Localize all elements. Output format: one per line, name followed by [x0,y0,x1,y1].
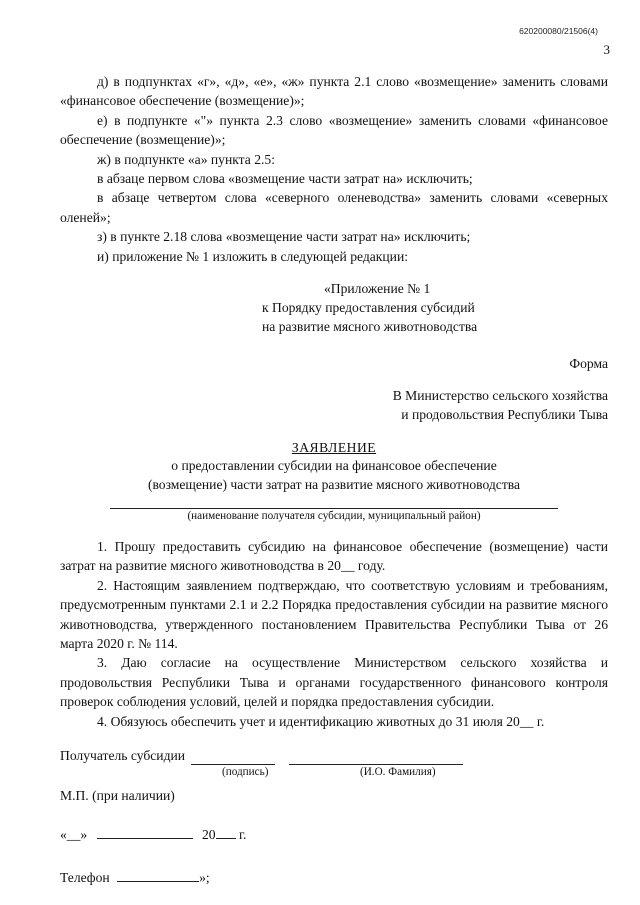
recipient-label: Получатель субсидии [60,747,186,763]
name-line[interactable] [289,750,463,765]
phone-line[interactable] [117,869,199,882]
phone-end: »; [199,870,210,886]
statement-title: ЗАЯВЛЕНИЕ [291,439,377,455]
addressee-line-2: и продовольствия Республики Тыва [401,407,608,423]
signature-line[interactable] [191,750,275,765]
phone-label: Телефон [60,870,110,886]
amendment-i: и) приложение № 1 изложить в следующей редакции: [97,248,409,264]
addressee [60,386,608,425]
clause-4: 4. Обязуюсь обеспечить учет и идентификацию животных до 31 июля 20__ г. [97,713,545,729]
amendment-zh-para4: в абзаце четвертом слова «северного оленеводства» заменить словами «северных оленей»; [60,190,608,225]
date-year: 20 [202,826,216,842]
date-row [60,825,608,844]
addressee-line-1: В Министерство сельского хозяйства [392,388,608,404]
date-month-line[interactable] [97,826,193,839]
date-day[interactable]: «__» [60,826,88,842]
clause-3: 3. Даю согласие на осуществление Министерством сельского хозяйства и продовольствия Республики Тыва и органами государственного финансового контроля проверок соблюдения условий, целей и порядка предоставления субсидии. [60,655,608,710]
appendix-line-3: на развитие мясного животноводства [262,319,478,335]
appendix-line-1: «Приложение № 1 [324,281,431,297]
recipient-name-hint: (наименование получателя субсидии, муниципальный район) [187,509,481,522]
appendix-heading [262,279,610,337]
statement-subtitle-1: о предоставлении субсидии на финансовое обеспечение [171,458,497,474]
date-year-line[interactable] [216,826,236,839]
recipient-name-line[interactable] [110,502,558,509]
clause-2: 2. Настоящим заявлением подтверждаю, что соответствую условиям и требованиям, предусмотренным пунктами 2.1 и 2.2 Порядка предоставления субсидии на развитие мясного животноводства, утвержденного постановлением Правительства Республики Тыва от 26 марта 2020 г. № 114. [60,577,608,651]
amendment-zh: ж) в подпункте «а» пункта 2.5: [97,151,275,167]
stamp-label: М.П. (при наличии) [60,788,175,804]
amendment-d: д) в подпунктах «г», «д», «е», «ж» пункта 2.1 слово «возмещение» заменить словами «финансовое обеспечение (возмещение)»; [60,74,608,109]
signature-row [60,746,608,765]
page-number: 3 [603,42,610,57]
appendix-line-2: к Порядку предоставления субсидий [262,300,475,316]
document-body [60,72,608,888]
amendment-e: е) в подпункте «"» пункта 2.3 слово «возмещение» заменить словами «финансовое обеспечение (возмещение)»; [60,112,608,148]
amendment-z: з) в пункте 2.18 слова «возмещение части затрат на» исключить; [97,229,471,245]
document-code: 620200080/21506(4) [519,26,598,36]
date-suffix: г. [239,826,247,842]
phone-row [60,868,608,887]
signature-hints [60,765,608,779]
signature-hint: (подпись) [222,766,269,779]
clause-1: 1. Прошу предоставить субсидию на финансовое обеспечение (возмещение) части затрат на развитие мясного животноводства в 20__ году. [60,538,608,574]
statement-subtitle-2: (возмещение) части затрат на развитие мясного животноводства [147,477,521,493]
name-hint: (И.О. Фамилия) [360,766,436,779]
amendment-zh-para1: в абзаце первом слова «возмещение части затрат на» исключить; [97,171,473,187]
form-label: Форма [569,355,608,371]
